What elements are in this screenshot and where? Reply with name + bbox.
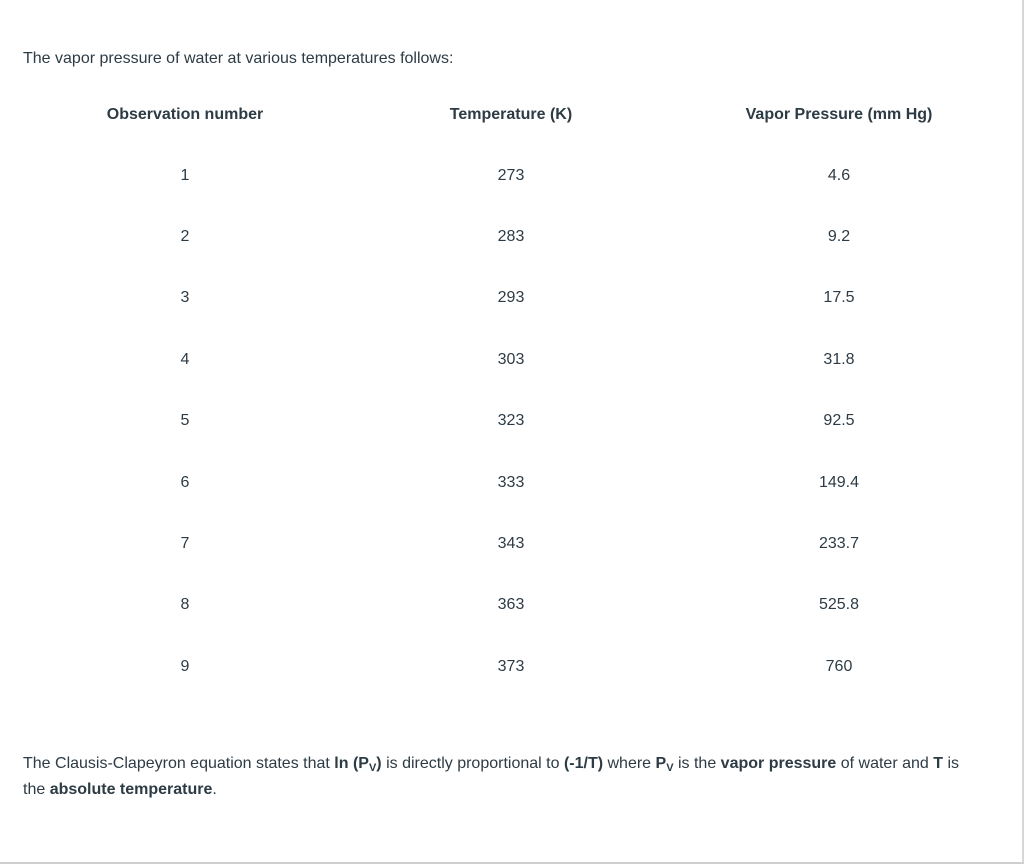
statement-text: of water and (836, 755, 934, 772)
ln-pv-subscript: V (368, 762, 377, 774)
table-row (23, 329, 1003, 390)
cell-observation: 1 (180, 166, 190, 184)
cell-temperature: 273 (497, 166, 525, 184)
table-row (23, 145, 1003, 206)
ln-pv-prefix: ln (P (334, 755, 369, 772)
table-row (23, 636, 1003, 697)
ln-pv-term (334, 755, 381, 772)
inverse-temperature-term: (-1/T) (563, 755, 604, 772)
table-row (23, 391, 1003, 452)
header-temperature: Temperature (K) (449, 106, 573, 123)
cell-vapor-pressure: 4.6 (827, 166, 851, 184)
cell-vapor-pressure: 92.5 (823, 412, 855, 430)
cell-observation: 4 (180, 350, 190, 368)
absolute-temperature-term: absolute temperature (49, 781, 213, 798)
cell-observation: 6 (180, 473, 190, 491)
cell-temperature: 343 (497, 535, 525, 553)
statement-text: is directly proportional to (381, 755, 564, 772)
vapor-pressure-table (23, 85, 1003, 698)
t-term: T (933, 755, 944, 772)
table-row (23, 206, 1003, 267)
ln-pv-close: ) (376, 755, 382, 772)
table-row (23, 268, 1003, 329)
clausius-clapeyron-statement (23, 751, 983, 803)
cell-temperature: 293 (497, 289, 525, 307)
table-row (23, 575, 1003, 636)
cell-vapor-pressure: 233.7 (818, 535, 860, 553)
cell-observation: 8 (180, 596, 190, 614)
table-header-row (23, 85, 1003, 145)
cell-vapor-pressure: 149.4 (818, 473, 860, 491)
cell-observation: 2 (180, 228, 190, 246)
cell-temperature: 363 (497, 596, 525, 614)
table-row (23, 513, 1003, 574)
cell-observation: 9 (180, 657, 190, 675)
vapor-pressure-term: vapor pressure (720, 755, 837, 772)
cell-observation: 7 (180, 535, 190, 553)
cell-observation: 5 (180, 412, 190, 430)
table-row (23, 452, 1003, 513)
cell-vapor-pressure: 760 (825, 657, 853, 675)
statement-text: . (212, 781, 217, 798)
cell-vapor-pressure: 17.5 (823, 289, 855, 307)
cell-vapor-pressure: 9.2 (827, 228, 851, 246)
statement-text: where (603, 755, 656, 772)
intro-text: The vapor pressure of water at various temperatures follows: (23, 50, 454, 67)
cell-vapor-pressure: 525.8 (818, 596, 860, 614)
header-vapor-pressure: Vapor Pressure (mm Hg) (745, 106, 933, 123)
cell-observation: 3 (180, 289, 190, 307)
statement-text: is the (23, 755, 960, 798)
statement-text: The Clausis-Clapeyron equation states that (23, 755, 335, 772)
pv-subscript: V (666, 762, 674, 774)
cell-temperature: 323 (497, 412, 525, 430)
cell-temperature: 303 (497, 350, 525, 368)
pv-letter: P (655, 755, 667, 772)
header-observation-number: Observation number (106, 106, 264, 123)
cell-vapor-pressure: 31.8 (823, 350, 855, 368)
cell-temperature: 373 (497, 657, 525, 675)
pv-term (656, 755, 674, 772)
cell-temperature: 283 (497, 228, 525, 246)
statement-text: is the (673, 755, 721, 772)
cell-temperature: 333 (497, 473, 525, 491)
